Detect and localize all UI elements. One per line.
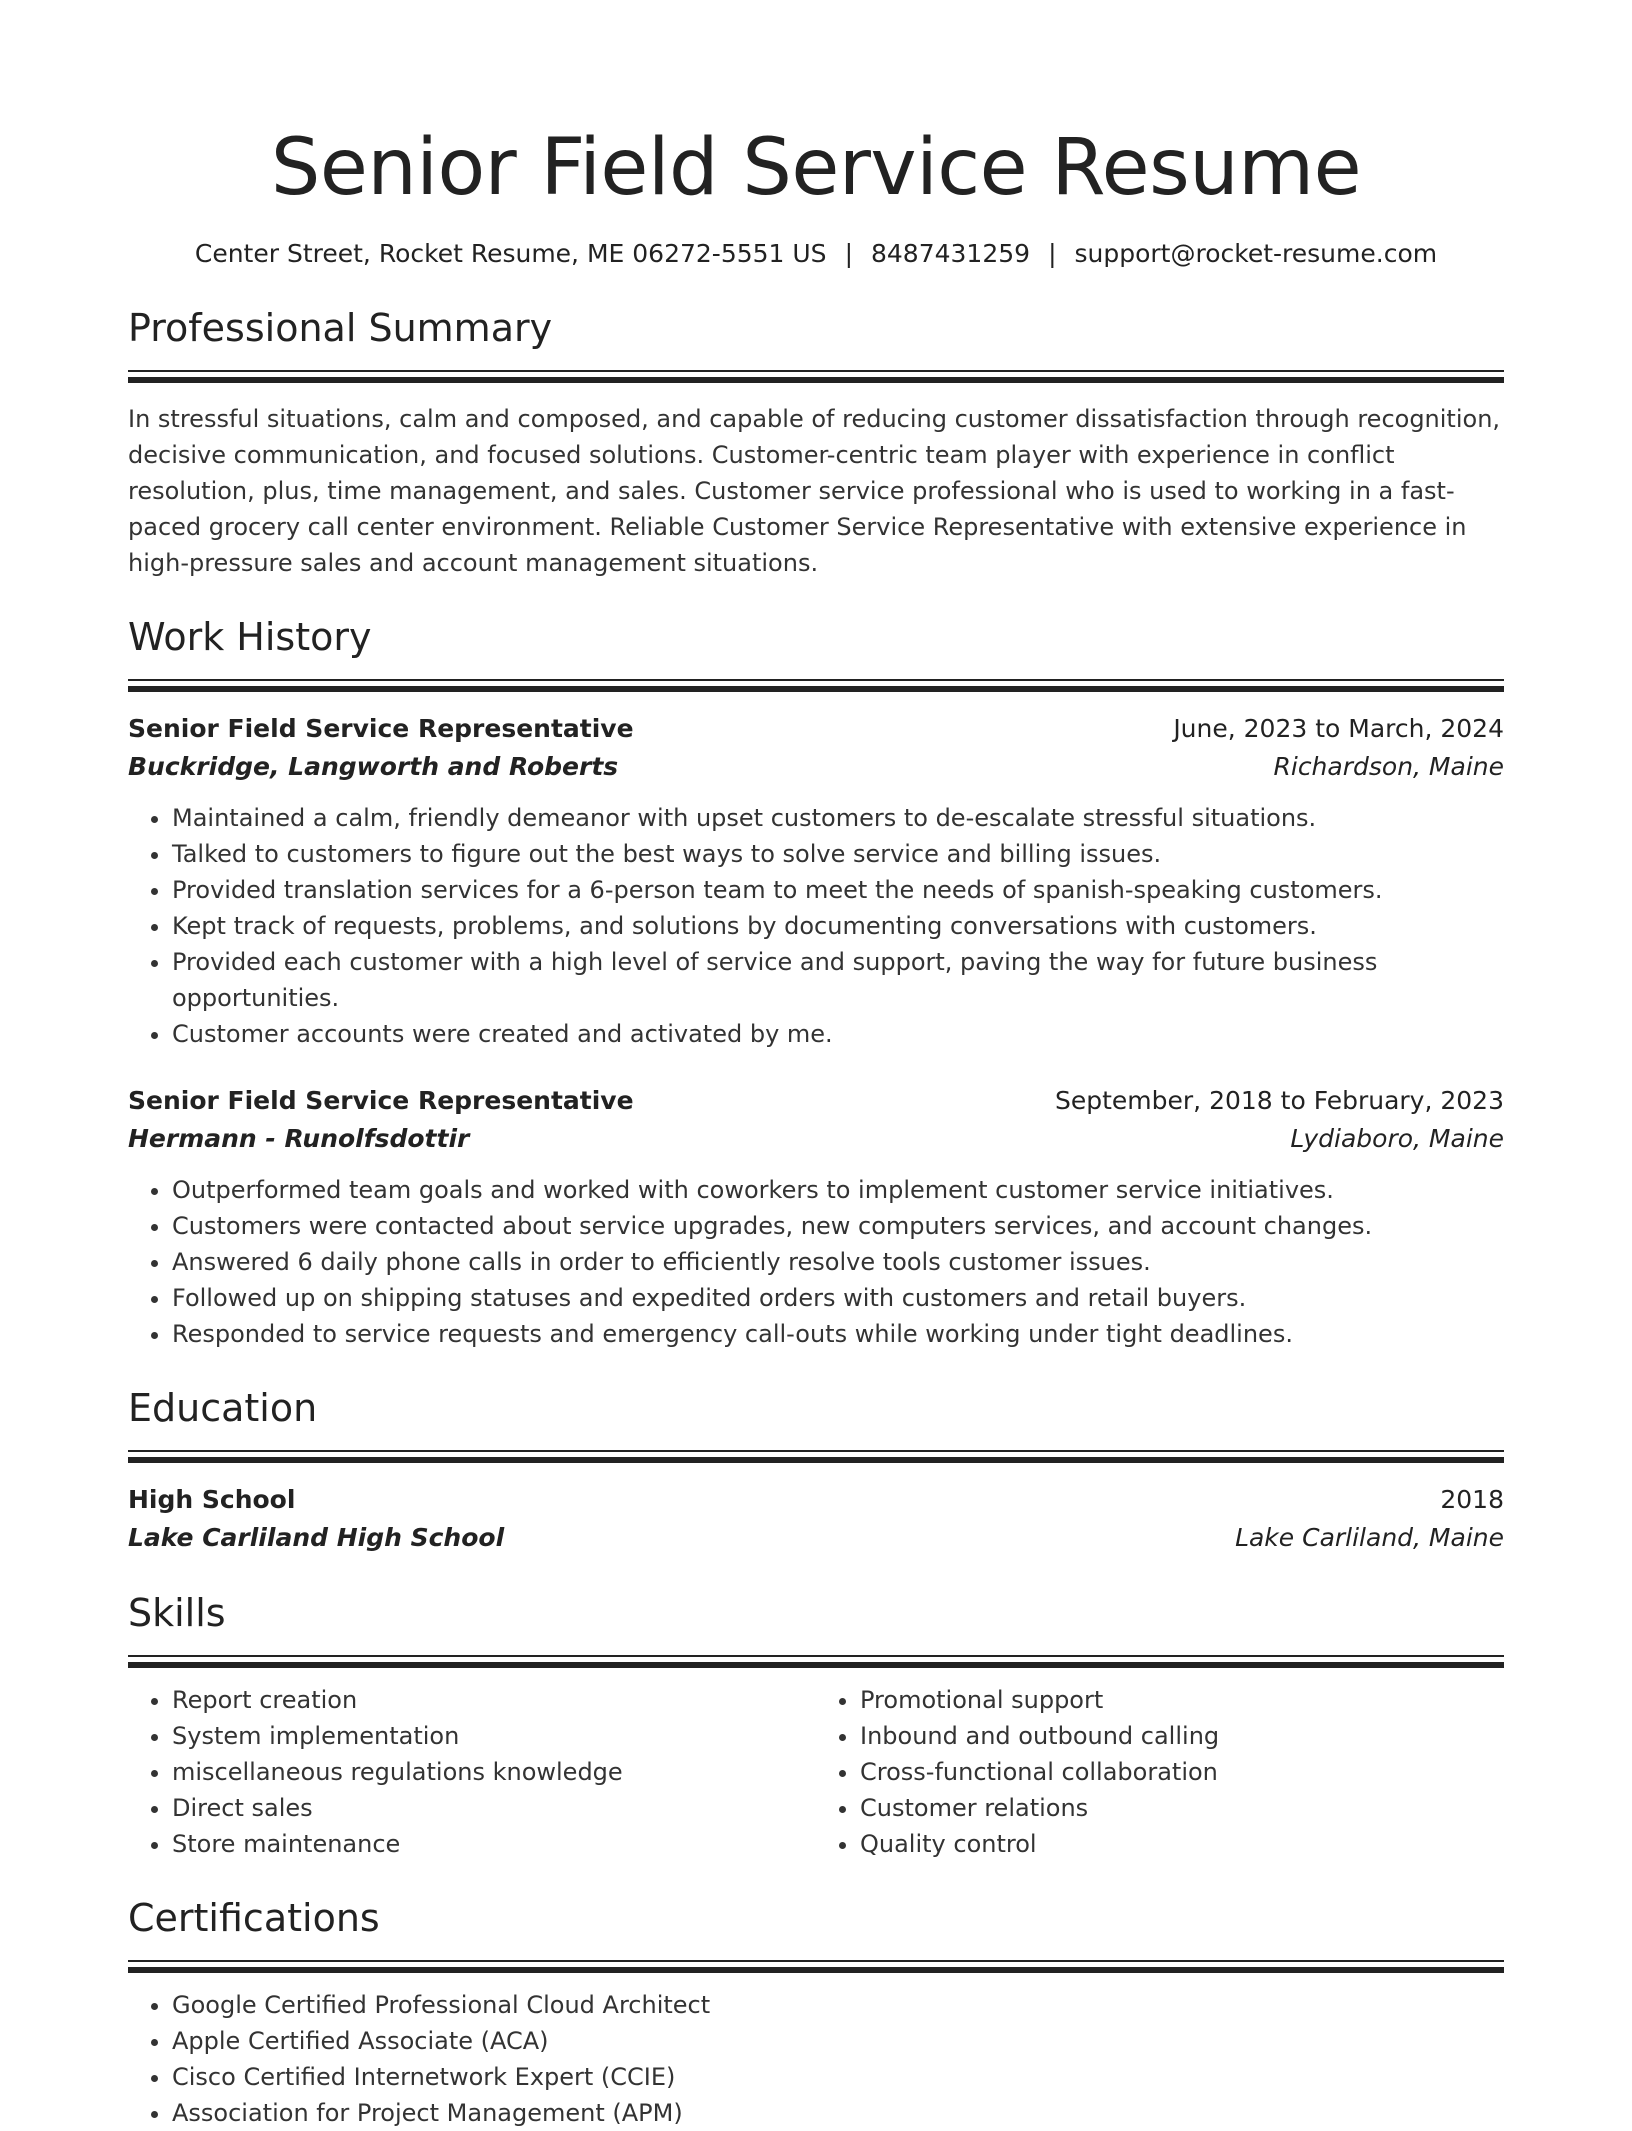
skill-item: • System implementation: [172, 1718, 816, 1754]
job-company: Hermann - Runolfsdottir: [128, 1124, 470, 1153]
certifications-section: [128, 1894, 1504, 2131]
job-bullet: • Talked to customers to figure out the best ways to solve service and billing issues.: [172, 836, 1504, 872]
work-history-section: [128, 613, 1504, 1352]
certification-item: • Association for Project Management (APM): [172, 2095, 1504, 2131]
job-entry: [128, 1082, 1504, 1352]
contact-line: [128, 236, 1504, 272]
education-school: Lake Carliland High School: [128, 1523, 505, 1552]
skill-item: • Quality control: [860, 1826, 1504, 1862]
summary-section: [128, 304, 1504, 581]
job-location: Richardson, Maine: [1273, 752, 1504, 781]
job-bullet: • Provided each customer with a high level of service and support, paving the way for future business opportunities.: [172, 944, 1504, 1016]
job-bullet: • Followed up on shipping statuses and expedited orders with customers and retail buyers.: [172, 1280, 1504, 1316]
job-bullets: [128, 1172, 1504, 1352]
skills-list-left: [128, 1682, 816, 1862]
skills-section: [128, 1589, 1504, 1862]
job-bullet: • Kept track of requests, problems, and solutions by documenting conversations with customers.: [172, 908, 1504, 944]
certification-item: • Apple Certified Associate (ACA): [172, 2023, 1504, 2059]
contact-address: Center Street, Rocket Resume, ME 06272-5551 US: [194, 239, 827, 268]
section-divider-thick: [128, 1662, 1504, 1668]
certifications-list: [128, 1987, 1504, 2131]
section-heading-skills: Skills: [128, 1591, 226, 1635]
contact-separator: |: [844, 239, 853, 268]
certification-item: • Cisco Certified Internetwork Expert (CCIE): [172, 2059, 1504, 2095]
section-heading-education: Education: [128, 1386, 318, 1430]
job-bullets: [128, 800, 1504, 1052]
section-heading-certifications: Certifications: [128, 1896, 380, 1940]
education-year: 2018: [1440, 1485, 1504, 1514]
job-bullet: • Provided translation services for a 6-person team to meet the needs of spanish-speaking customers.: [172, 872, 1504, 908]
contact-separator: |: [1048, 239, 1057, 268]
section-divider: [128, 1960, 1504, 1962]
education-location: Lake Carliland, Maine: [1235, 1523, 1504, 1552]
job-bullet: • Customer accounts were created and activated by me.: [172, 1016, 1504, 1052]
skill-item: • Cross-functional collaboration: [860, 1754, 1504, 1790]
section-divider-thick: [128, 1457, 1504, 1463]
job-title: Senior Field Service Representative: [128, 1086, 634, 1115]
job-location: Lydiaboro, Maine: [1290, 1124, 1504, 1153]
section-heading-work-history: Work History: [128, 615, 372, 659]
job-title: Senior Field Service Representative: [128, 714, 634, 743]
contact-phone: 8487431259: [871, 239, 1031, 268]
skill-item: • Customer relations: [860, 1790, 1504, 1826]
section-heading-summary: Professional Summary: [128, 306, 553, 350]
job-bullet: • Responded to service requests and emergency call-outs while working under tight deadlines.: [172, 1316, 1504, 1352]
section-divider-thick: [128, 1967, 1504, 1973]
education-section: [128, 1384, 1504, 1557]
job-company-row: [128, 1120, 1504, 1158]
job-dates: June, 2023 to March, 2024: [1173, 714, 1504, 743]
resume-title: Senior Field Service Resume: [270, 123, 1362, 213]
section-divider-thick: [128, 377, 1504, 383]
education-degree: High School: [128, 1485, 296, 1514]
education-header-row: [128, 1481, 1504, 1519]
section-divider: [128, 679, 1504, 681]
skill-item: • Inbound and outbound calling: [860, 1718, 1504, 1754]
job-company: Buckridge, Langworth and Roberts: [128, 752, 619, 781]
skill-item: • Promotional support: [860, 1682, 1504, 1718]
skills-list-right: [816, 1682, 1504, 1862]
skills-columns: [128, 1682, 1504, 1862]
job-bullet: • Maintained a calm, friendly demeanor with upset customers to de-escalate stressful situations.: [172, 800, 1504, 836]
job-header-row: [128, 1082, 1504, 1120]
section-divider: [128, 1450, 1504, 1452]
summary-text: In stressful situations, calm and composed, and capable of reducing customer dissatisfaction through recognition, decisive communication, and focused solutions. Customer-centric team player with experience in conflict resolution, plus, time management, and sales. Customer service professional who is used to working in a fast-paced grocery call center environment. Reliable Customer Service Representative with extensive experience in high-pressure sales and account management situations.: [128, 405, 1501, 577]
job-bullet: • Answered 6 daily phone calls in order to efficiently resolve tools customer issues.: [172, 1244, 1504, 1280]
skill-item: • Report creation: [172, 1682, 816, 1718]
skill-item: • Direct sales: [172, 1790, 816, 1826]
section-divider: [128, 1655, 1504, 1657]
job-dates: September, 2018 to February, 2023: [1055, 1086, 1504, 1115]
job-bullet: • Outperformed team goals and worked with coworkers to implement customer service initiatives.: [172, 1172, 1504, 1208]
section-divider-thick: [128, 686, 1504, 692]
contact-email: support@rocket-resume.com: [1074, 239, 1438, 268]
job-header-row: [128, 710, 1504, 748]
skill-item: • miscellaneous regulations knowledge: [172, 1754, 816, 1790]
skill-item: • Store maintenance: [172, 1826, 816, 1862]
education-school-row: [128, 1519, 1504, 1557]
education-entry: [128, 1481, 1504, 1557]
section-divider: [128, 370, 1504, 372]
job-company-row: [128, 748, 1504, 786]
job-bullet: • Customers were contacted about service upgrades, new computers services, and account changes.: [172, 1208, 1504, 1244]
certification-item: • Google Certified Professional Cloud Architect: [172, 1987, 1504, 2023]
job-entry: [128, 710, 1504, 1052]
